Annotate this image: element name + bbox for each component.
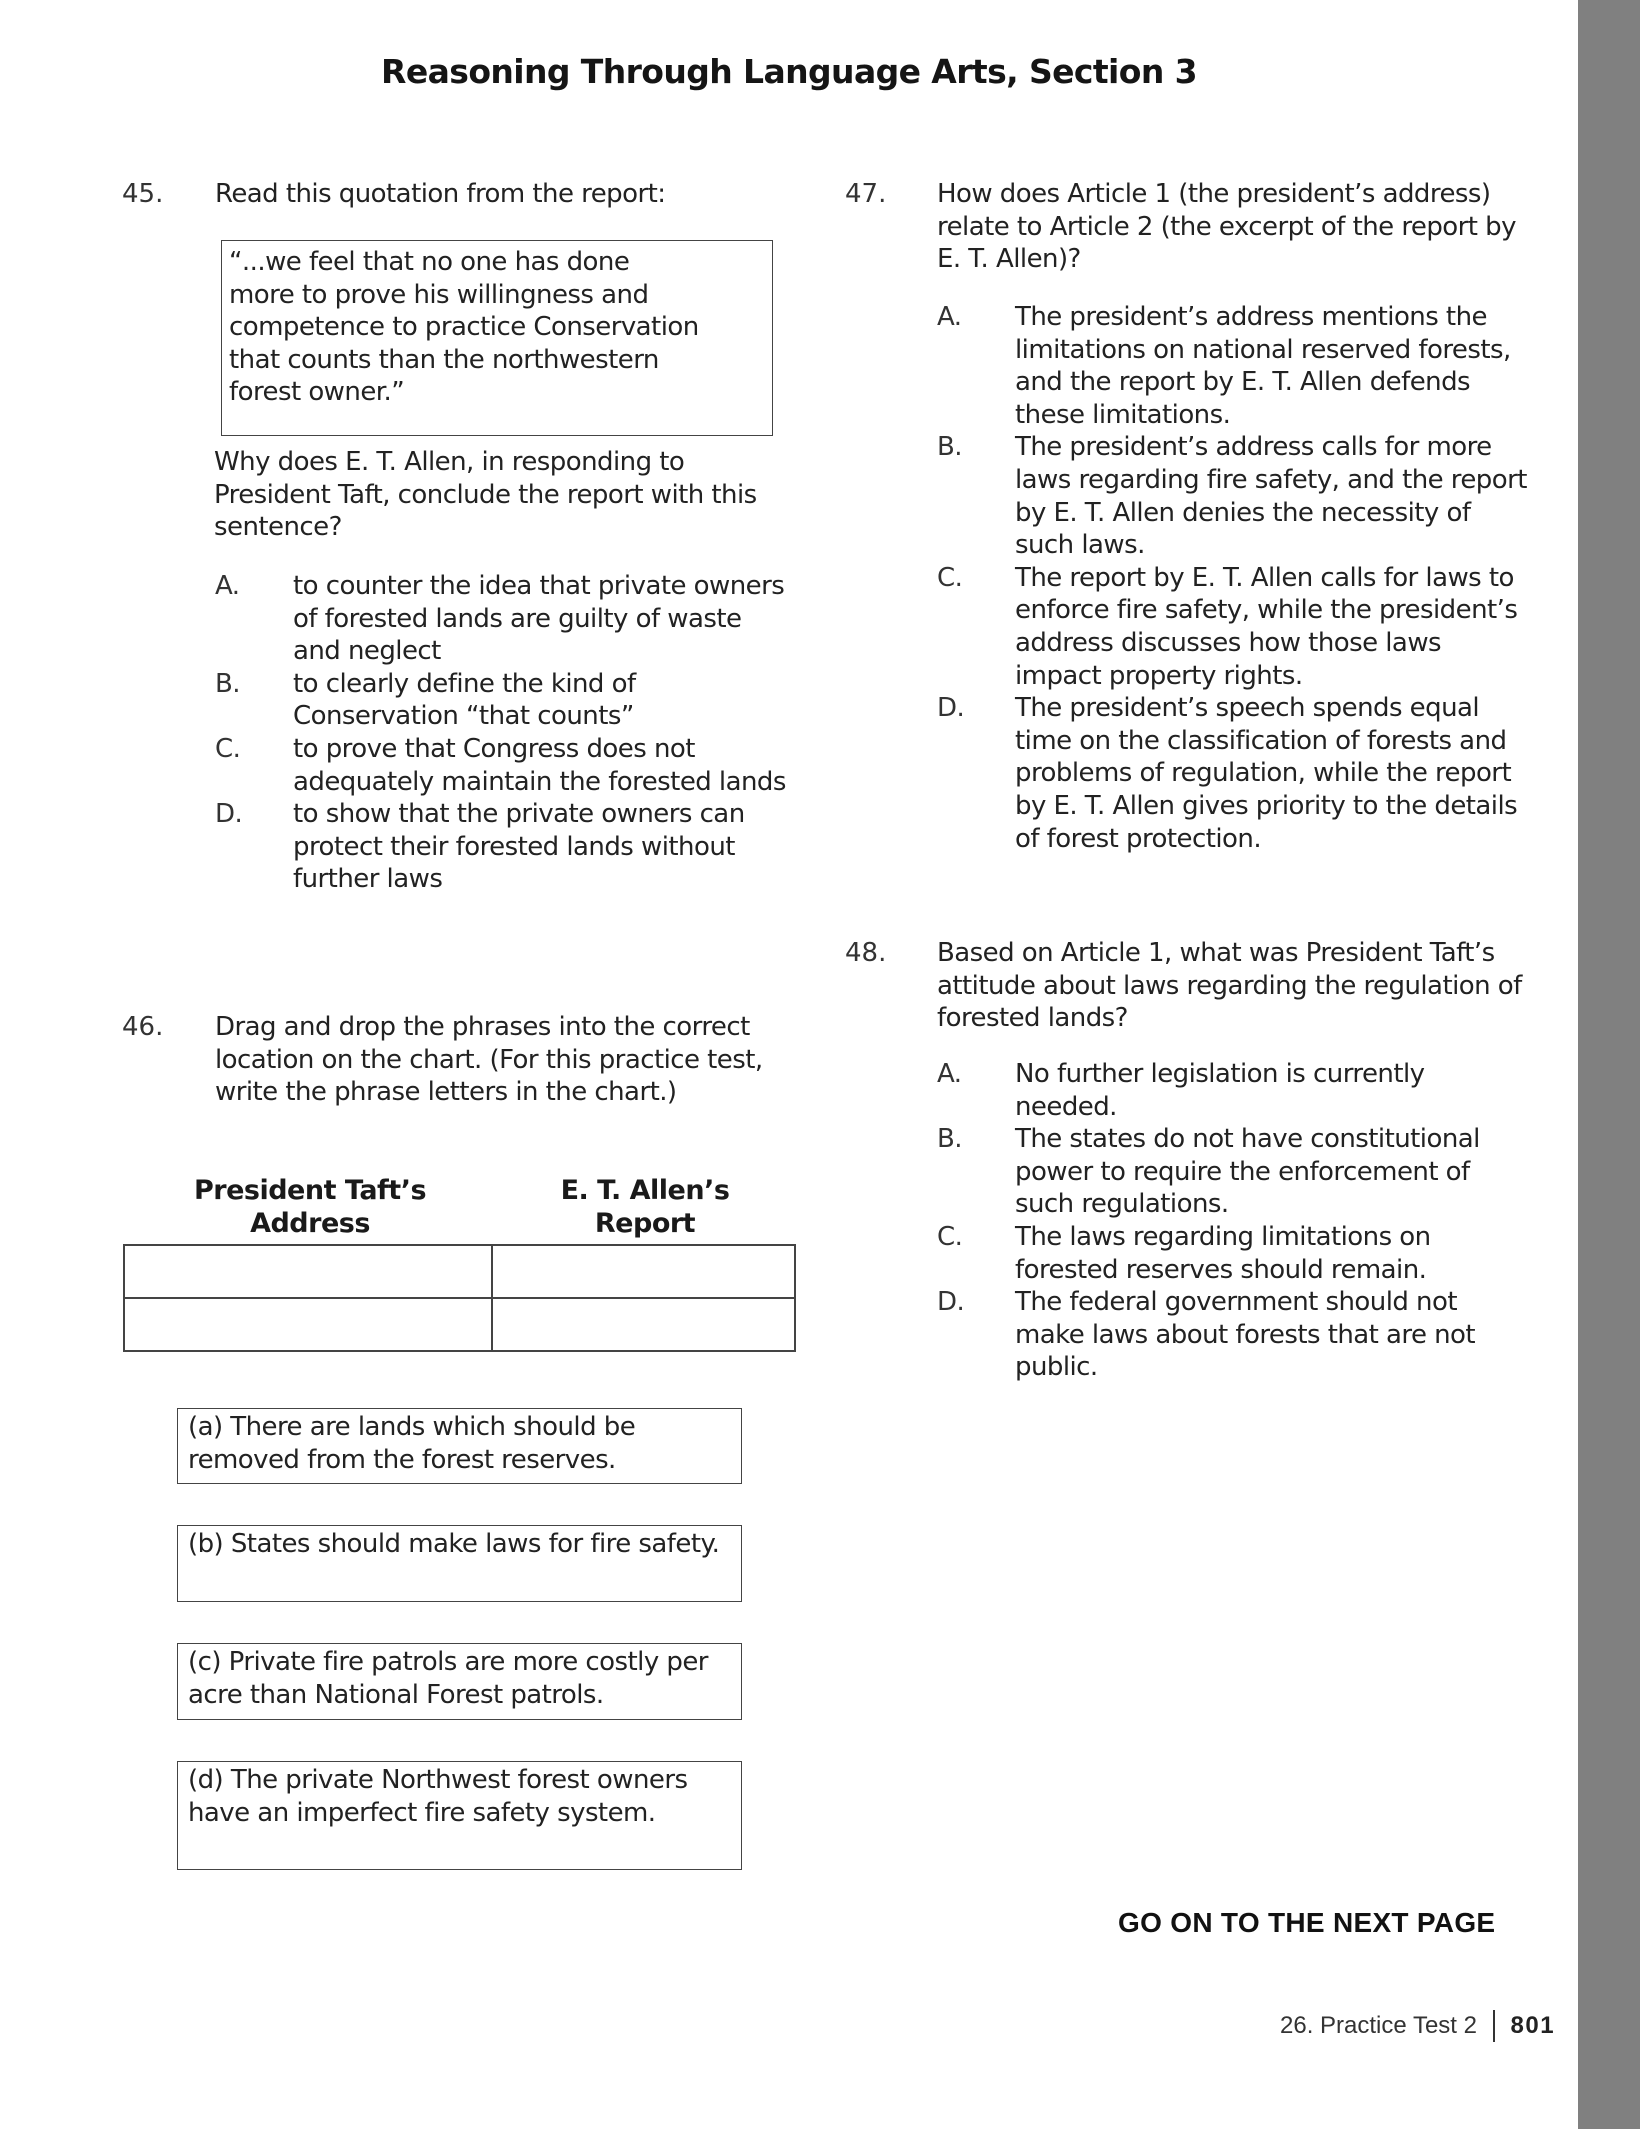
- go-on-notice: GO ON TO THE NEXT PAGE: [1118, 1907, 1496, 1938]
- quote-line: more to prove his willingness and: [229, 279, 649, 310]
- question-number: 46.: [122, 1012, 164, 1042]
- quote-line: that counts than the northwestern: [229, 344, 659, 375]
- quote-line: forest owner.”: [229, 377, 405, 408]
- page-number: 801: [1510, 2012, 1556, 2039]
- question-number: 48.: [845, 938, 887, 968]
- option-letter: C.: [937, 1221, 963, 1252]
- option-text: The report by E. T. Allen calls for laws to enforce fire safety, while the president’s address discusses how those laws impact property rights.: [1015, 562, 1518, 691]
- option-letter: C.: [937, 562, 963, 593]
- answer-option-b[interactable]: [215, 668, 795, 733]
- answer-option-b[interactable]: [937, 431, 1527, 561]
- footer-chapter: 26. Practice Test 2: [1280, 2012, 1477, 2039]
- draggable-phrase-a[interactable]: (a) There are lands which should be removed from the forest reserves.: [177, 1408, 742, 1484]
- option-text: to counter the idea that private owners of forested lands are guilty of waste and neglect: [293, 571, 785, 667]
- option-letter: B.: [215, 668, 241, 699]
- option-text: to show that the private owners can protect their forested lands without further laws: [293, 799, 745, 895]
- question-stem: Based on Article 1, what was President Taft’s attitude about laws regarding the regulation of forested lands?: [937, 938, 1522, 1034]
- option-text: The federal government should not make laws about forests that are not public.: [1015, 1287, 1476, 1383]
- option-letter: A.: [215, 571, 240, 601]
- option-text: The president’s address calls for more laws regarding fire safety, and the report by E. T. Allen denies the necessity of such laws.: [1015, 432, 1527, 561]
- answer-option-b[interactable]: [937, 1123, 1527, 1221]
- chart-row: [124, 1245, 795, 1298]
- answer-options: [937, 1058, 1527, 1384]
- option-text: The president’s address mentions the limitations on national reserved forests, and the report by E. T. Allen defends these limitations.: [1015, 302, 1511, 430]
- question-stem: Why does E. T. Allen, in responding to President Taft, conclude the report with this sentence?: [214, 447, 757, 543]
- option-letter: B.: [937, 1124, 963, 1155]
- answer-option-c[interactable]: [215, 733, 795, 798]
- draggable-phrase-d[interactable]: (d) The private Northwest forest owners have an imperfect fire safety system.: [177, 1761, 742, 1870]
- question-stem: How does Article 1 (the president’s address) relate to Article 2 (the excerpt of the report by E. T. Allen)?: [937, 179, 1516, 275]
- answer-options: [215, 570, 795, 896]
- quote-line: “...we feel that no one has done: [229, 247, 630, 277]
- question-intro: Read this quotation from the report:: [215, 179, 666, 209]
- answer-option-d[interactable]: [937, 692, 1527, 855]
- draggable-phrase-b[interactable]: (b) States should make laws for fire safety.: [177, 1525, 742, 1602]
- option-letter: D.: [937, 1287, 965, 1318]
- page-footer: [1280, 2010, 1555, 2042]
- draggable-phrase-c[interactable]: (c) Private fire patrols are more costly per acre than National Forest patrols.: [177, 1643, 742, 1720]
- question-number: 45.: [122, 179, 164, 209]
- drop-target-taft-1[interactable]: [124, 1245, 492, 1298]
- option-letter: D.: [937, 693, 965, 724]
- page-edge-bar: [1578, 0, 1640, 2129]
- chart-header-taft: President Taft’s Address: [193, 1175, 427, 1239]
- quote-line: competence to practice Conservation: [229, 312, 699, 343]
- answer-option-c[interactable]: [937, 562, 1527, 692]
- drop-target-allen-2[interactable]: [492, 1298, 795, 1351]
- question-number: 47.: [845, 179, 887, 209]
- option-letter: D.: [215, 799, 243, 830]
- option-letter: C.: [215, 733, 241, 764]
- page-title: Reasoning Through Language Arts, Section 3: [381, 52, 1197, 91]
- option-letter: A.: [937, 302, 962, 332]
- option-text: The laws regarding limitations on forested reserves should remain.: [1015, 1221, 1431, 1285]
- answer-option-a[interactable]: [937, 1058, 1527, 1123]
- answer-option-d[interactable]: [937, 1286, 1527, 1384]
- option-text: No further legislation is currently needed.: [1015, 1059, 1425, 1122]
- drag-drop-chart: [123, 1244, 796, 1352]
- chart-header-allen: E. T. Allen’s Report: [560, 1175, 730, 1239]
- chart-row: [124, 1298, 795, 1351]
- option-letter: A.: [937, 1059, 962, 1089]
- footer-divider: [1493, 2010, 1495, 2042]
- option-letter: B.: [937, 432, 963, 463]
- option-text: The states do not have constitutional power to require the enforcement of such regulations.: [1015, 1124, 1480, 1220]
- drop-target-allen-1[interactable]: [492, 1245, 795, 1298]
- quotation-box: [221, 240, 773, 436]
- answer-option-a[interactable]: [215, 570, 795, 668]
- answer-option-a[interactable]: [937, 301, 1527, 431]
- answer-options: [937, 301, 1527, 855]
- drop-target-taft-2[interactable]: [124, 1298, 492, 1351]
- option-text: The president’s speech spends equal time on the classification of forests and problems of regulation, while the report by E. T. Allen gives priority to the details of forest protection.: [1015, 693, 1518, 854]
- option-text: to prove that Congress does not adequately maintain the forested lands: [293, 733, 786, 797]
- question-stem: Drag and drop the phrases into the correct location on the chart. (For this practice test, write the phrase letters in the chart.): [215, 1012, 763, 1108]
- option-text: to clearly define the kind of Conservation “that counts”: [293, 668, 636, 732]
- answer-option-d[interactable]: [215, 798, 795, 896]
- answer-option-c[interactable]: [937, 1221, 1527, 1286]
